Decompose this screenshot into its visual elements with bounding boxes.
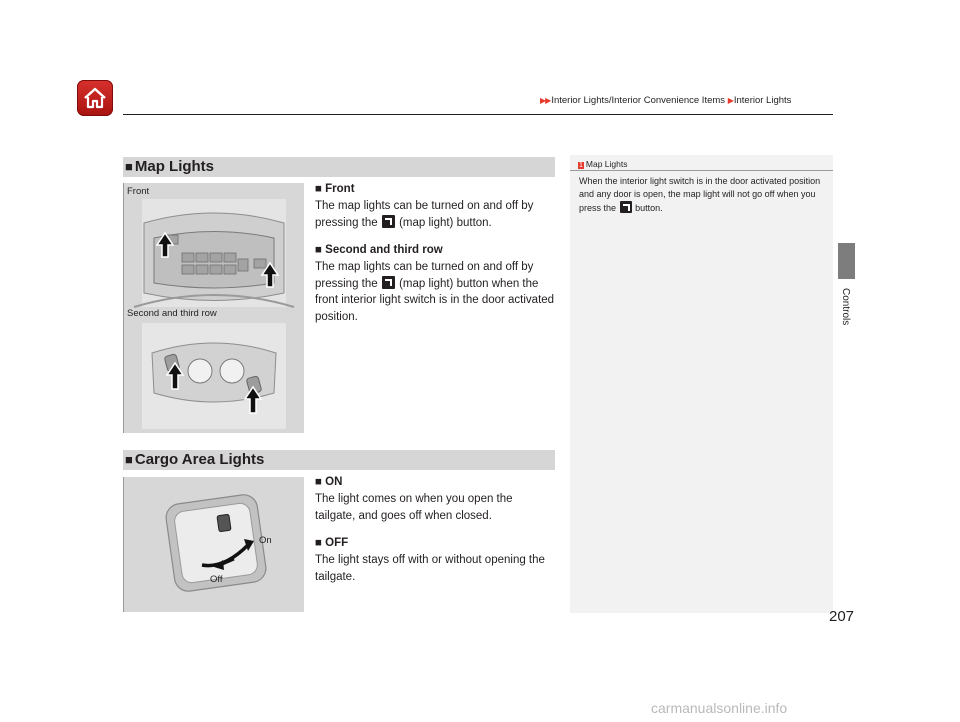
map-light-icon [620,201,632,213]
chapter-tab-marker [838,243,855,279]
front-console-drawing [134,199,294,307]
home-icon [82,85,108,111]
square-bullet-icon: ■ [315,537,326,549]
image-label-off: Off [210,574,223,585]
breadcrumb-item[interactable]: Interior Lights [733,95,792,106]
front-description: The map lights can be turned on and off by pressing the (map light) button. [315,200,534,229]
second-third-description: The map lights can be turned on and off by pressing the (map light) button when the front interior light switch is in the door activated position. [315,261,555,323]
breadcrumb-arrow-icon: ▶▶ [540,96,551,105]
section-header-map-lights [123,157,555,177]
note-divider [570,170,833,171]
cargo-lights-illustration [123,477,304,612]
square-bullet-icon: ■ [125,452,133,467]
breadcrumb-arrow-icon: ▶ [727,96,733,105]
map-light-icon [382,215,395,228]
image-label-second-third: Second and third row [127,308,217,319]
square-bullet-icon: ■ [315,476,326,488]
note-panel [570,155,833,613]
header-divider [123,114,833,115]
chapter-tab-label[interactable]: Controls [840,288,851,326]
note-text: When the interior light switch is in the door activated position and any door is open, the map light will not go off when you press the button. [579,176,821,213]
rear-console-drawing [142,323,286,429]
subheading-off: ■ OFF [315,537,349,549]
on-description: The light comes on when you open the tailgate, and goes off when closed. [315,493,513,522]
image-label-front: Front [127,186,150,197]
subheading-on: ■ ON [315,476,343,488]
section-title: Map Lights [134,158,215,175]
subheading-front: ■ Front [315,183,355,195]
square-bullet-icon: ■ [315,244,326,256]
cargo-lights-drawing [124,477,304,612]
page-number: 207 [829,608,855,625]
section-title: Cargo Area Lights [134,451,265,468]
square-bullet-icon: ■ [315,183,326,195]
note-marker: 1 [579,162,583,169]
home-button[interactable] [77,80,113,116]
watermark: carmanualsonline.info [651,700,788,716]
off-description: The light stays off with or without opening the tailgate. [315,554,545,583]
breadcrumb-item[interactable]: Interior Lights/Interior Convenience Items [551,95,726,106]
section-header-cargo-area-lights [123,450,555,470]
map-lights-illustration [123,183,304,433]
square-bullet-icon: ■ [125,159,133,174]
breadcrumb [540,95,791,106]
note-title: 1 Map Lights [579,159,628,169]
subheading-second-third: ■ Second and third row [315,244,443,256]
image-label-on: On [259,535,272,546]
map-light-icon [382,276,395,289]
